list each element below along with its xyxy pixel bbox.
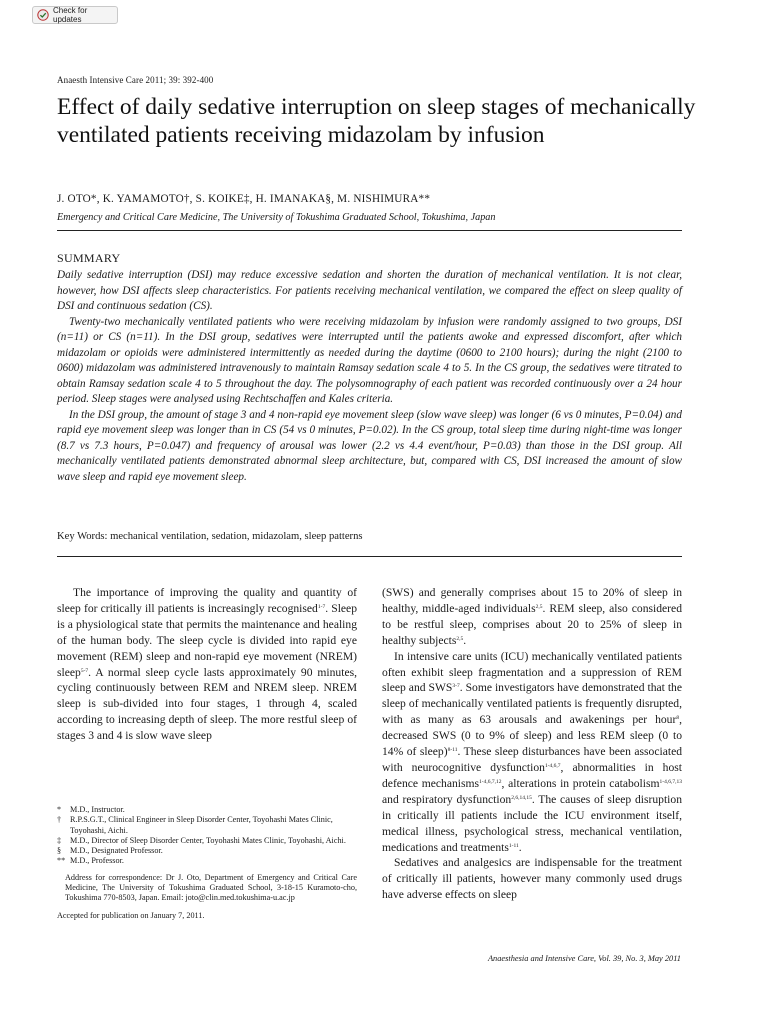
reference-marker: 1-4,6,7,12	[479, 778, 502, 785]
reference-marker: 3-7	[452, 683, 460, 690]
header-divider	[57, 230, 682, 231]
check-for-updates-icon	[37, 9, 49, 21]
reference-marker: 2,6,14,15	[511, 794, 532, 801]
check-for-updates-button[interactable]	[32, 6, 118, 24]
affiliation: Emergency and Critical Care Medicine, The University of Tokushima Graduated School, Tokushima, Japan	[57, 212, 496, 223]
reference-marker: 8-11	[447, 747, 458, 754]
summary-paragraph: Twenty-two mechanically ventilated patients who were receiving midazolam by infusion were randomly assigned to two groups, DSI (n=11) or CS (n=11). In the DSI group, sedatives were interrupted until the patients awoke and expressed discomfort, after which midazolam or opioids were administered intermittently as needed during the daytime (0600 to 2100 hours); during the night (2100 to 0600) midazolam was administered intravenously to maintain Ramsay sedation scale 4 to 5. In the CS group, the sedatives were titrated to obtain Ramsay sedation scale 4 to 5 throughout the day. The polysomnography of each patient was recorded continuously over a 24 hour period. Sleep stages were analysed using Rechtschaffen and Kales criteria.	[57, 315, 682, 405]
article-title: Effect of daily sedative interruption on sleep stages of mechanically ventilated patients receiving midazolam by infusion	[57, 94, 696, 148]
reference-marker: 1-11	[508, 842, 519, 849]
key-words: Key Words: mechanical ventilation, sedation, midazolam, sleep patterns	[57, 531, 363, 542]
reference-marker: 2,5	[535, 603, 543, 610]
footnote: ‡ M.D., Director of Sleep Disorder Center, Toyohashi Mates Clinic, Toyohashi, Aichi.	[57, 835, 346, 845]
summary-paragraph: In the DSI group, the amount of stage 3 and 4 non-rapid eye movement sleep (slow wave sleep) was longer (6 vs 0 minutes, P=0.04) and rapid eye movement sleep was longer than in CS (54 vs 0 minutes, P=0.02). In the CS group, total sleep time during night-time was longer (8.7 vs 7.3 hours, P=0.047) and frequency of arousal was lower (2.2 vs 4.4 event/hour, P=0.03) than those in the DSI group. All mechanically ventilated patients demonstrated abnormal sleep architecture, but, compared with CS, DSI increased the amount of slow wave sleep and rapid eye movement sleep.	[57, 408, 682, 483]
correspondence-address: Address for correspondence: Dr J. Oto, Department of Emergency and Critical Care Medicine, The University of Tokushima Graduated School, 3-18-15 Kuramoto-cho, Tokushima 770-8503, Japan. Email: joto@clin.med.tokushima-u.ac.jp	[65, 872, 357, 903]
journal-footer: Anaesthesia and Intensive Care, Vol. 39, No. 3, May 2011	[487, 954, 681, 963]
body-column-right	[382, 585, 682, 903]
footnotes	[57, 805, 357, 921]
reference-marker: 8	[676, 715, 680, 722]
reference-marker: 1-7	[317, 603, 326, 610]
reference-marker: 1-4,6,7	[544, 762, 561, 769]
footnote: † R.P.S.G.T., Clinical Engineer in Sleep Disorder Center, Toyohashi Mates Clinic, Toyohashi, Aichi.	[57, 815, 333, 835]
reference-marker: 5-7	[80, 667, 89, 674]
body-paragraph: The importance of improving the quality and quantity of sleep for critically ill patients is increasingly recognised$^{1-7}$. Sleep is a physiological state that permits the maintenance and healing of the human body. The sleep cycle is divided into rapid eye movement (REM) sleep and non-rapid eye movement (NREM) sleep$^{5-7}$. A normal sleep cycle lasts approximately 90 minutes, cycling continuously between REM and NREM sleep. NREM sleep is sub-divided into four stages, 1 through 4, scaled according to increasing depth of sleep. The more restful sleep of stages 3 and 4 is slow wave sleep	[57, 586, 357, 743]
author-list: J. OTO*, K. YAMAMOTO†, S. KOIKE‡, H. IMANAKA§, M. NISHIMURA**	[57, 193, 431, 205]
reference-marker: 1-4,6,7,13	[659, 778, 682, 785]
body-column-left	[57, 585, 357, 744]
footnote: § M.D., Designated Professor.	[57, 846, 163, 856]
summary-paragraph: Daily sedative interruption (DSI) may reduce excessive sedation and shorten the duration of mechanical ventilation. It is not clear, however, how DSI affects sleep characteristics. For patients receiving mechanical ventilation, we compared the effect on sleep quality of DSI and continuous sedation (CS).	[57, 269, 682, 312]
body-paragraph: Sedatives and analgesics are indispensable for the treatment of critically ill patients, however many commonly used drugs have adverse effects on sleep	[382, 856, 682, 902]
summary-heading: SUMMARY	[57, 251, 121, 265]
body-paragraph: (SWS) and generally comprises about 15 to 20% of sleep in healthy, middle-aged individuals$^{2,5}$. REM sleep, also considered to be restful sleep, comprises about 20 to 25% of sleep in healthy subjects$^{2,5}$.	[382, 586, 682, 647]
journal-citation: Anaesth Intensive Care 2011; 39: 392-400	[57, 75, 214, 85]
footnote: ** M.D., Professor.	[57, 856, 124, 866]
summary-divider	[57, 556, 682, 557]
body-paragraph: In intensive care units (ICU) mechanically ventilated patients often exhibit sleep fragmentation and a suppression of REM sleep and SWS$^{3-7}$. Some investigators have demonstrated that the sleep of mechanically ventilated patients is frequently disrupted, with as many as 63 arousals and awakenings per hour$^8$, decreased SWS (0 to 9% of sleep) and less REM sleep (0 to 14% of sleep)$^{8-11}$. These sleep disturbances have been associated with neurocognitive dysfunction$^{1-4,6,7}$, abnormalities in host defence mechanisms$^{1-4,6,7,12}$, alterations in protein catabolism$^{1-4,6,7,13}$ and respiratory dysfunction$^{2,6,14,15}$. The causes of sleep disruption in critically ill patients include the ICU environment itself, medical illness, psychological stress, mechanical ventilation, medications and treatments$^{1-11}$.	[382, 649, 683, 854]
footnote: * M.D., Instructor.	[57, 805, 125, 814]
reference-marker: 2,5	[456, 635, 464, 642]
summary-abstract	[57, 268, 682, 485]
check-for-updates-label: Check for updates	[53, 6, 88, 24]
accepted-date: Accepted for publication on January 7, 2011.	[57, 910, 205, 920]
